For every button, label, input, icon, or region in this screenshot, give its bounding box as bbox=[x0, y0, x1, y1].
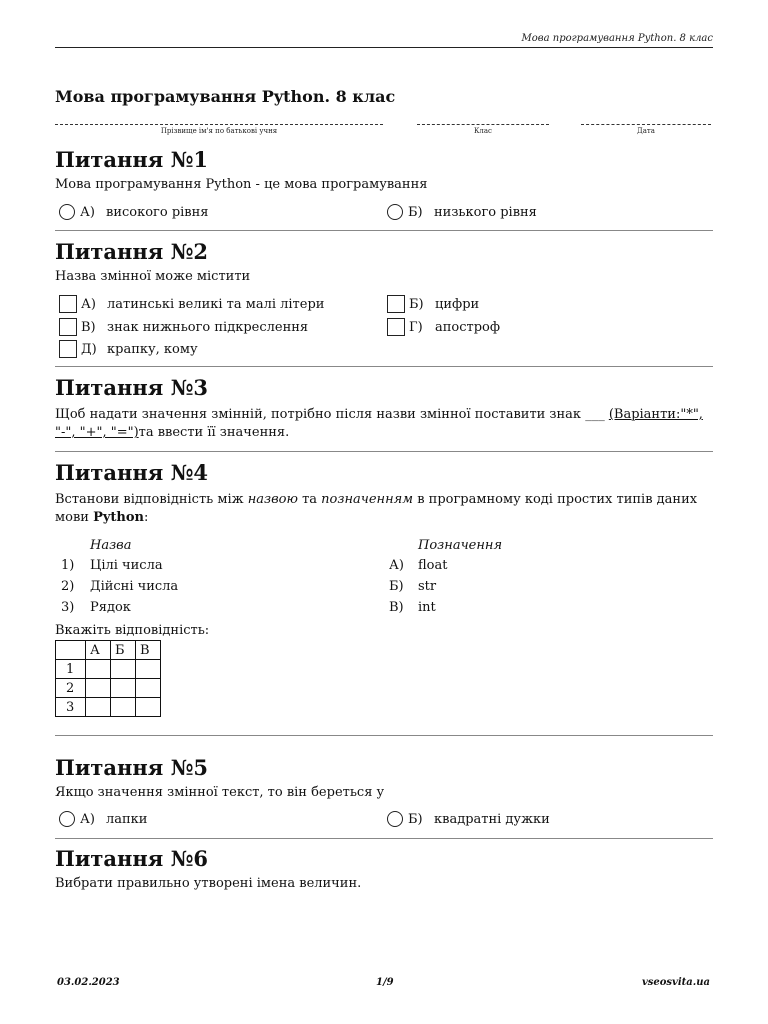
answer-cell[interactable] bbox=[136, 679, 161, 698]
question-3 bbox=[55, 375, 713, 442]
answer-cell[interactable] bbox=[86, 698, 111, 717]
q4-right-item bbox=[389, 600, 436, 615]
question-3-title: Питання №3 bbox=[55, 375, 209, 400]
date-field[interactable] bbox=[581, 116, 711, 135]
radio-circle-icon[interactable] bbox=[59, 811, 75, 827]
item-number: 3) bbox=[61, 600, 75, 615]
item-label: Рядок bbox=[90, 600, 131, 615]
class-caption: Клас bbox=[474, 127, 492, 135]
date-caption: Дата bbox=[637, 127, 655, 135]
q4-left-header: Назва bbox=[90, 538, 132, 553]
option-label: високого рівня bbox=[106, 204, 209, 220]
name-field[interactable] bbox=[55, 116, 383, 135]
question-6 bbox=[55, 846, 713, 893]
option-label: квадратні дужки bbox=[434, 811, 550, 827]
option-letter: А) bbox=[80, 811, 95, 827]
separator bbox=[55, 451, 713, 452]
answer-cell[interactable] bbox=[86, 679, 111, 698]
table-col-header: А bbox=[86, 641, 111, 660]
table-row-header: 2 bbox=[56, 679, 86, 698]
q4-left-item bbox=[61, 579, 178, 594]
student-info-row bbox=[55, 116, 713, 140]
option-label: низького рівня bbox=[434, 204, 537, 220]
q4-text-part: в програмному коді простих типів даних мови bbox=[55, 492, 698, 525]
header-rule bbox=[55, 47, 713, 48]
checkbox-square-icon[interactable] bbox=[387, 318, 405, 336]
item-letter: Б) bbox=[389, 579, 404, 594]
q4-italic-part: назвою bbox=[247, 492, 298, 507]
q4-answer-prompt: Вкажіть відповідність: bbox=[55, 623, 210, 638]
q5-option-b[interactable] bbox=[387, 811, 550, 827]
class-field[interactable] bbox=[417, 116, 549, 135]
table-row bbox=[56, 660, 161, 679]
table-row bbox=[56, 679, 161, 698]
checkbox-square-icon[interactable] bbox=[59, 340, 77, 358]
q2-option-b[interactable] bbox=[387, 295, 479, 313]
option-label: знак нижнього підкреслення bbox=[107, 319, 309, 335]
item-label: Цілі числа bbox=[90, 558, 163, 573]
question-3-text-before: Щоб надати значення змінній, потрібно після назви змінної поставити знак ___ bbox=[55, 407, 609, 422]
radio-circle-icon[interactable] bbox=[387, 204, 403, 220]
question-5-text: Якщо значення змінної текст, то він береться у bbox=[55, 785, 385, 800]
q4-right-item bbox=[389, 558, 447, 573]
checkbox-square-icon[interactable] bbox=[59, 295, 77, 313]
q1-option-a[interactable] bbox=[59, 204, 208, 220]
item-label: float bbox=[418, 558, 448, 573]
option-letter: В) bbox=[81, 319, 96, 335]
q2-option-a[interactable] bbox=[59, 295, 324, 313]
item-letter: В) bbox=[389, 600, 404, 615]
answer-cell[interactable] bbox=[111, 698, 136, 717]
table-col-header: Б bbox=[111, 641, 136, 660]
name-blank bbox=[55, 116, 383, 125]
table-row bbox=[56, 641, 161, 660]
footer-page-number: 1/9 bbox=[376, 977, 394, 988]
q1-option-b[interactable] bbox=[387, 204, 537, 220]
question-3-variants: (Варіанти:"*", "-", "+", "=") bbox=[55, 407, 703, 440]
running-header: Мова програмування Python. 8 клас bbox=[521, 33, 713, 44]
option-letter: А) bbox=[80, 204, 95, 220]
question-4-text bbox=[55, 491, 713, 527]
q2-option-d[interactable] bbox=[387, 318, 500, 336]
q2-option-c[interactable] bbox=[59, 318, 308, 336]
question-2-title: Питання №2 bbox=[55, 239, 209, 264]
q5-option-a[interactable] bbox=[59, 811, 147, 827]
answer-cell[interactable] bbox=[111, 660, 136, 679]
option-label: латинські великі та малі літери bbox=[107, 296, 325, 312]
question-4-title: Питання №4 bbox=[55, 460, 209, 485]
table-col-header: В bbox=[136, 641, 161, 660]
q4-italic-part: позначенням bbox=[321, 492, 414, 507]
option-letter: А) bbox=[81, 296, 96, 312]
question-3-text-after: та ввести її значення. bbox=[138, 425, 290, 440]
option-letter: Б) bbox=[408, 204, 423, 220]
q4-left-item bbox=[61, 600, 131, 615]
separator bbox=[55, 230, 713, 231]
question-4 bbox=[55, 460, 713, 527]
separator bbox=[55, 735, 713, 736]
q4-text-part: та bbox=[297, 492, 322, 507]
footer-date: 03.02.2023 bbox=[57, 977, 120, 988]
question-1 bbox=[55, 147, 713, 194]
q4-answer-table bbox=[55, 640, 161, 717]
separator bbox=[55, 838, 713, 839]
separator bbox=[55, 366, 713, 367]
table-row bbox=[56, 698, 161, 717]
option-label: цифри bbox=[435, 296, 480, 312]
class-blank bbox=[417, 116, 549, 125]
q4-right-header: Позначення bbox=[418, 538, 503, 553]
q2-option-e[interactable] bbox=[59, 340, 198, 358]
radio-circle-icon[interactable] bbox=[387, 811, 403, 827]
question-5 bbox=[55, 755, 713, 802]
item-number: 1) bbox=[61, 558, 75, 573]
question-2-text: Назва змінної може містити bbox=[55, 269, 251, 284]
option-label: лапки bbox=[106, 811, 148, 827]
q4-bold-part: Python bbox=[93, 510, 144, 525]
answer-cell[interactable] bbox=[136, 698, 161, 717]
doc-title: Мова програмування Python. 8 клас bbox=[55, 87, 396, 106]
option-letter: Б) bbox=[409, 296, 424, 312]
question-2 bbox=[55, 239, 713, 286]
option-label: апостроф bbox=[435, 319, 501, 335]
question-5-title: Питання №5 bbox=[55, 755, 209, 780]
question-3-text bbox=[55, 406, 713, 442]
item-label: Дійсні числа bbox=[90, 579, 179, 594]
table-corner-cell bbox=[56, 641, 86, 660]
option-label: крапку, кому bbox=[107, 341, 198, 357]
checkbox-square-icon[interactable] bbox=[387, 295, 405, 313]
item-letter: А) bbox=[389, 558, 404, 573]
answer-cell[interactable] bbox=[86, 660, 111, 679]
question-1-text: Мова програмування Python - це мова програмування bbox=[55, 177, 428, 192]
name-caption: Прізвище ім'я по батькові учня bbox=[160, 127, 278, 135]
option-letter: Б) bbox=[408, 811, 423, 827]
table-row-header: 1 bbox=[56, 660, 86, 679]
question-6-text: Вибрати правильно утворені імена величин. bbox=[55, 876, 362, 891]
answer-cell[interactable] bbox=[111, 679, 136, 698]
item-number: 2) bbox=[61, 579, 75, 594]
q4-right-item bbox=[389, 579, 436, 594]
q4-left-item bbox=[61, 558, 163, 573]
table-row-header: 3 bbox=[56, 698, 86, 717]
footer-site-link[interactable]: vseosvita.ua bbox=[641, 977, 710, 988]
question-6-title: Питання №6 bbox=[55, 846, 209, 871]
item-label: str bbox=[418, 579, 437, 594]
option-letter: Г) bbox=[409, 319, 423, 335]
option-letter: Д) bbox=[81, 341, 97, 357]
checkbox-square-icon[interactable] bbox=[59, 318, 77, 336]
q4-text-part: : bbox=[143, 510, 149, 525]
item-label: int bbox=[418, 600, 436, 615]
q4-text-part: Встанови відповідність між bbox=[55, 492, 248, 507]
radio-circle-icon[interactable] bbox=[59, 204, 75, 220]
answer-cell[interactable] bbox=[136, 660, 161, 679]
date-blank bbox=[581, 116, 711, 125]
question-1-title: Питання №1 bbox=[55, 147, 209, 172]
